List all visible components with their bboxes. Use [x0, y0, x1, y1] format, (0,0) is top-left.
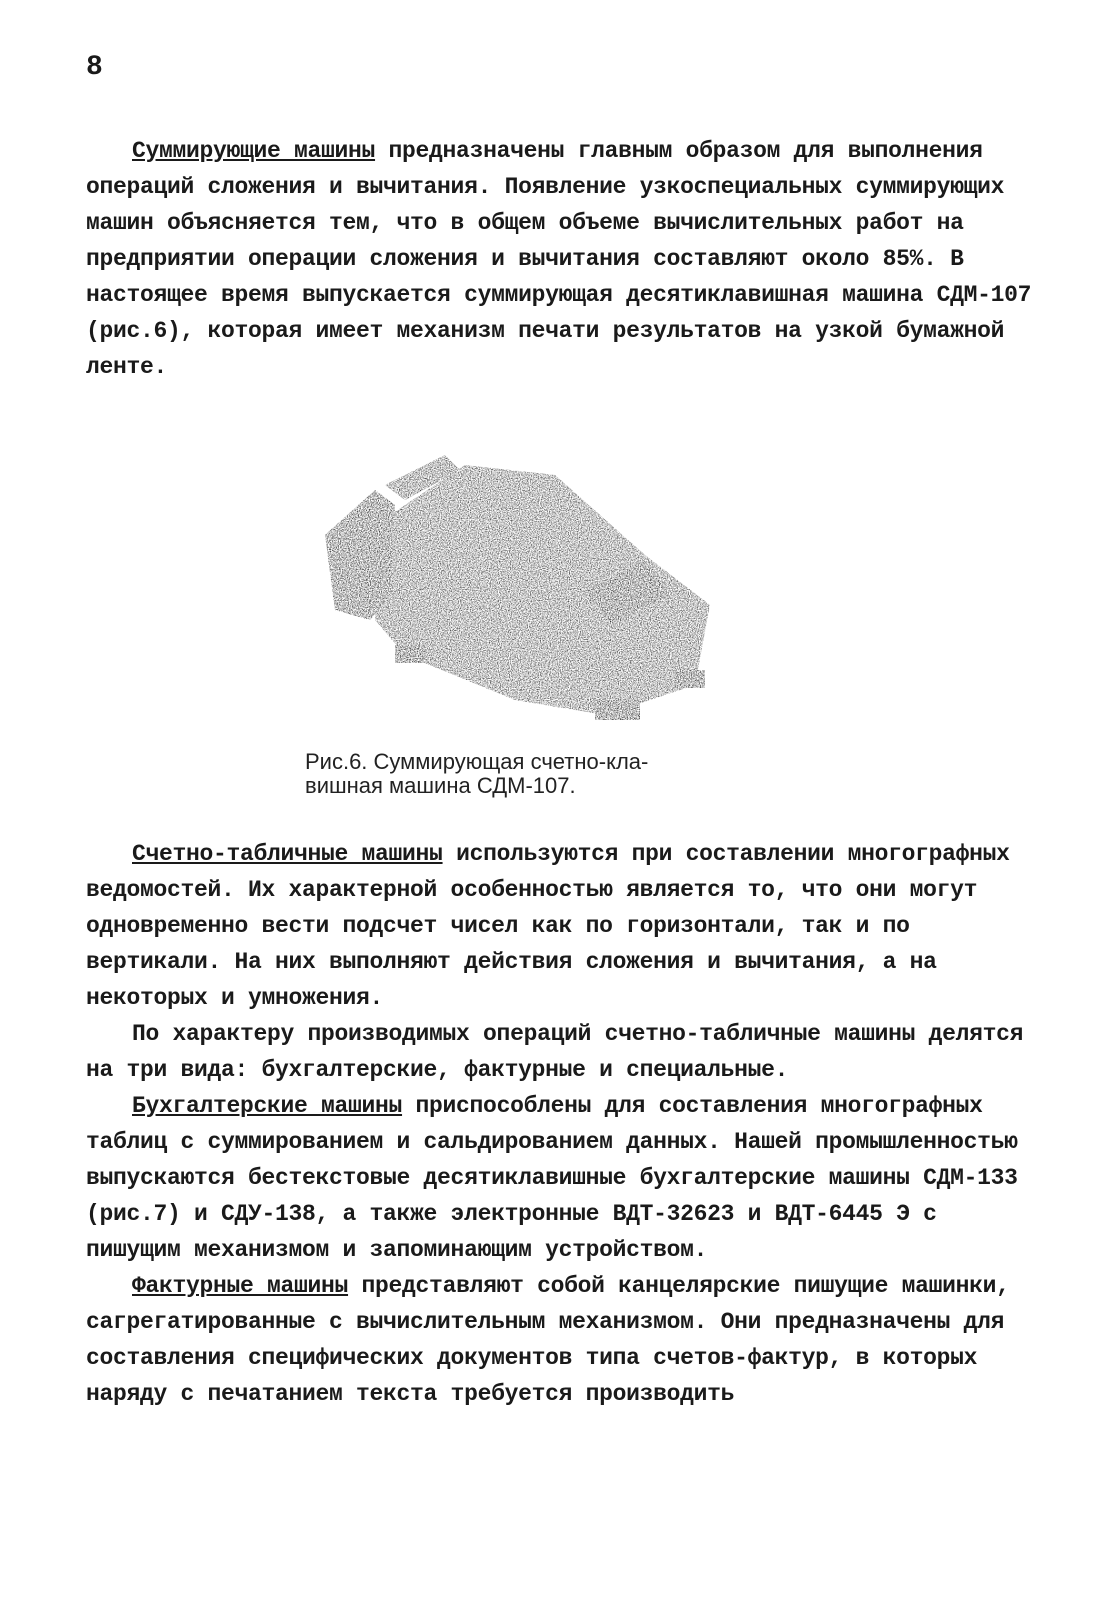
paragraph-text: предназначены главным образом для выполнения операций сложения и вычитания. Появление узкоспециальных суммирующих машин объясняется тем, что в общем объеме вычислительных работ на предприятии операции сложения и вычитания составляют около 85%. В настоящее время выпускается суммирующая десятиклавишная машина СДМ-107 (рис.6), которая имеет механизм печати результатов на узкой бумажной ленте. [86, 138, 1032, 380]
paragraph-summing-machines [86, 133, 1036, 385]
term-accounting-machines: Бухгалтерские машины [132, 1093, 403, 1119]
term-summing-machines: Суммирующие машины [132, 138, 376, 164]
paragraph-types: По характеру производимых операций счетно-табличные машины делятся на три вида: бухгалтерские, фактурные и специальные. [86, 1021, 1024, 1083]
paragraph-accounting-machines [86, 1088, 1036, 1268]
paragraph-text: используются при составлении многографных ведомостей. Их характерной особенностью является то, что они могут одновременно вести подсчет чисел как по горизонтали, так и по вертикали. На них выполняют действия сложения и вычитания, а на некоторых и умножения. [86, 841, 1010, 1011]
term-invoice-machines: Фактурные машины [132, 1273, 349, 1299]
page-number: 8 [86, 52, 103, 83]
term-tabulating-machines: Счетно-табличные машины [132, 841, 443, 867]
caption-line-1: Рис.6. Суммирующая счетно-кла- [305, 749, 649, 774]
text-block-bottom [86, 836, 1036, 1412]
paragraph-text: приспособлены для составления многографных таблиц с суммированием и сальдированием данных. Нашей промышленностью выпускаются бестекстовые десятиклавишные бухгалтерские машины СДМ-133 (рис.7) и СДУ-138, а также электронные ВДТ-32623 и ВДТ-6445 Э с пишущим механизмом и запоминающим устройством. [86, 1093, 1018, 1263]
paragraph-tabulating-machines [86, 836, 1036, 1016]
caption-line-2: вишная машина СДМ-107. [305, 773, 576, 798]
figure-caption [305, 750, 765, 798]
adding-machine-photo-icon [315, 445, 735, 735]
paragraph-text: представляют собой канцелярские пишущие машинки, сагрегатированные с вычислительным механизмом. Они предназначены для составления специфических документов типа счетов-фактур, в которых наряду с печатанием текста требуется производить [86, 1273, 1010, 1407]
text-block-top [86, 133, 1036, 385]
paragraph-invoice-machines [86, 1268, 1036, 1412]
